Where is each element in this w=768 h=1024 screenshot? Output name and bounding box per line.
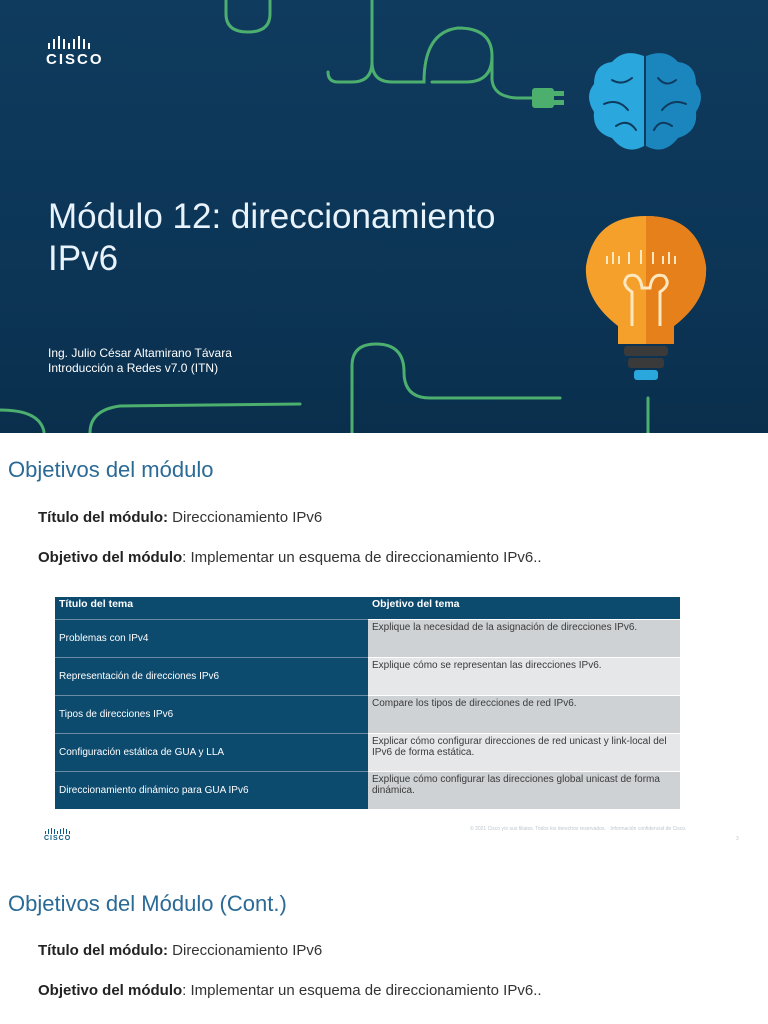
cisco-wordmark: CISCO: [44, 835, 72, 842]
module-title-value: Direccionamiento IPv6: [167, 942, 323, 959]
module-objective-value: : Implementar un esquema de direccionamiento IPv6..: [182, 982, 542, 999]
topic-cell: Problemas con IPv4: [55, 620, 368, 658]
table-header-row: [55, 597, 680, 620]
objectives-cont-heading: Objetivos del Módulo (Cont.): [8, 891, 287, 916]
module-objective-value: : Implementar un esquema de direccionamiento IPv6..: [182, 549, 542, 566]
objective-cell: Explique cómo se representan las direcciones IPv6.: [368, 658, 680, 696]
objectives-heading: Objetivos del módulo: [8, 457, 214, 482]
table-row: [55, 772, 680, 810]
topic-cell: Direccionamiento dinámico para GUA IPv6: [55, 772, 368, 810]
table-row: [55, 658, 680, 696]
module-title-label: Título del módulo:: [38, 942, 168, 959]
topic-cell: Configuración estática de GUA y LLA: [55, 734, 368, 772]
footer-legal-text: © 2021 Cisco y/o sus filiales. Todos los derechos reservados. · Información confidencial de Cisco.: [470, 826, 687, 832]
module-title-line: [38, 942, 322, 959]
objective-cell: Explique la necesidad de la asignación de direcciones IPv6.: [368, 620, 680, 658]
module-objective-line: [38, 982, 542, 999]
topics-table: [55, 597, 680, 809]
cisco-bars-icon: [48, 36, 104, 49]
module-title-line: [38, 509, 322, 526]
footer-cisco-logo: [44, 828, 71, 842]
table-row: [55, 734, 680, 772]
cisco-bars-icon: [45, 828, 71, 834]
brain-icon: [589, 53, 701, 149]
cisco-logo: [46, 36, 104, 68]
table-row: [55, 620, 680, 658]
author-name: Ing. Julio César Altamirano Távara: [48, 346, 232, 360]
plug-icon: [532, 88, 564, 108]
slide-title: Módulo 12: direccionamiento IPv6: [48, 197, 496, 278]
course-name: Introducción a Redes v7.0 (ITN): [48, 361, 219, 375]
objective-cell: Explique cómo configurar las direcciones global unicast de forma dinámica.: [368, 772, 680, 810]
objective-cell: Explicar cómo configurar direcciones de red unicast y link-local del IPv6 de forma estática.: [368, 734, 680, 772]
topic-cell: Tipos de direcciones IPv6: [55, 696, 368, 734]
lightbulb-icon: [586, 216, 706, 380]
module-objective-label: Objetivo del módulo: [38, 982, 183, 999]
module-title-label: Título del módulo:: [38, 509, 168, 526]
table-row: [55, 696, 680, 734]
column-header-topic: Título del tema: [55, 597, 368, 620]
module-objective-label: Objetivo del módulo: [38, 549, 183, 566]
column-header-objective: Objetivo del tema: [368, 597, 680, 620]
title-slide: [0, 0, 768, 433]
page-number: 3: [736, 836, 739, 842]
cisco-wordmark: CISCO: [46, 51, 104, 68]
objective-cell: Compare los tipos de direcciones de red IPv6.: [368, 696, 680, 734]
module-objective-line: [38, 549, 542, 566]
presenter-info: [48, 346, 232, 376]
module-title-value: Direccionamiento IPv6: [167, 509, 323, 526]
topic-cell: Representación de direcciones IPv6: [55, 658, 368, 696]
